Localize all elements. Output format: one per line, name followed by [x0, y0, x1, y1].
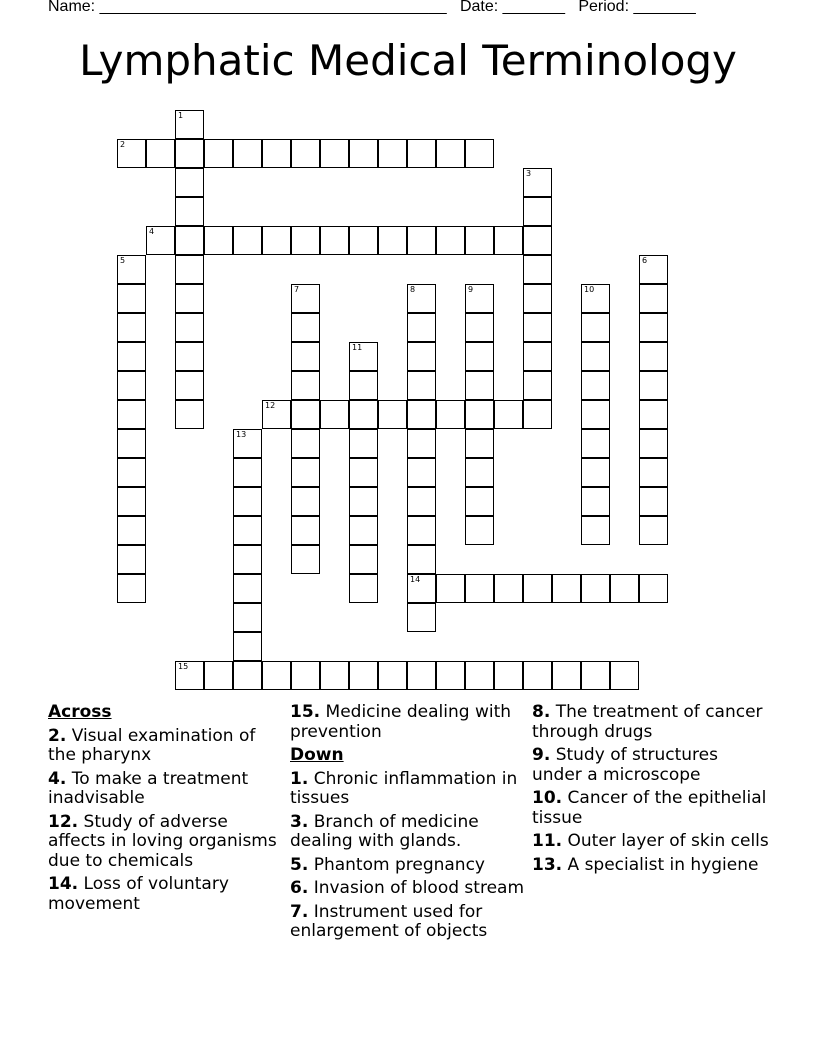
- clue-number: 9: [468, 285, 474, 294]
- crossword-cell[interactable]: [465, 516, 494, 545]
- clue-number: 11: [352, 343, 363, 352]
- crossword-cell[interactable]: [639, 313, 668, 342]
- crossword-cell[interactable]: [407, 574, 436, 603]
- crossword-cell[interactable]: [349, 371, 378, 400]
- crossword-cell[interactable]: [581, 371, 610, 400]
- crossword-cell[interactable]: [175, 371, 204, 400]
- clues-column-1: [48, 703, 278, 918]
- crossword-cell[interactable]: [262, 661, 291, 690]
- crossword-cell[interactable]: [465, 139, 494, 168]
- crossword-cell[interactable]: [494, 226, 523, 255]
- period-blank[interactable]: _______: [633, 0, 696, 15]
- clue-number: 1: [178, 111, 184, 120]
- crossword-cell[interactable]: [378, 400, 407, 429]
- crossword-cell[interactable]: [552, 574, 581, 603]
- across-heading: Across: [48, 702, 112, 722]
- crossword-cell[interactable]: [581, 342, 610, 371]
- crossword-cell[interactable]: [465, 574, 494, 603]
- crossword-cell[interactable]: [407, 458, 436, 487]
- clue-down-10: 10. Cancer of the epithelial tissue: [532, 788, 767, 828]
- crossword-cell[interactable]: [378, 139, 407, 168]
- crossword-cell[interactable]: [552, 661, 581, 690]
- crossword-cell[interactable]: [320, 226, 349, 255]
- clue-number: 7: [294, 285, 300, 294]
- clue-down-6: 6. Invasion of blood stream: [290, 878, 525, 898]
- crossword-cell[interactable]: [407, 371, 436, 400]
- crossword-cell[interactable]: [581, 574, 610, 603]
- crossword-cell[interactable]: [175, 284, 204, 313]
- crossword-cell[interactable]: [175, 139, 204, 168]
- crossword-cell[interactable]: [407, 429, 436, 458]
- crossword-cell[interactable]: [610, 574, 639, 603]
- clue-down-3: 3. Branch of medicine dealing with glands.: [290, 811, 479, 851]
- crossword-cell[interactable]: [117, 313, 146, 342]
- clue-down-11: 11. Outer layer of skin cells: [532, 831, 769, 851]
- crossword-cell[interactable]: [523, 255, 552, 284]
- crossword-cell[interactable]: [291, 139, 320, 168]
- crossword-cell[interactable]: [581, 400, 610, 429]
- crossword-cell[interactable]: [436, 400, 465, 429]
- crossword-cell[interactable]: [175, 400, 204, 429]
- crossword-cell[interactable]: [117, 574, 146, 603]
- crossword-cell[interactable]: [291, 226, 320, 255]
- crossword-cell[interactable]: [407, 139, 436, 168]
- clue-number: 5: [120, 256, 126, 265]
- crossword-cell[interactable]: [117, 458, 146, 487]
- name-label: Name:: [48, 0, 96, 15]
- crossword-cell[interactable]: [175, 342, 204, 371]
- crossword-cell[interactable]: [523, 661, 552, 690]
- crossword-cell[interactable]: [349, 574, 378, 603]
- crossword-cell[interactable]: [204, 139, 233, 168]
- crossword-cell[interactable]: [175, 197, 204, 226]
- clues-column-2: [290, 703, 525, 946]
- crossword-cell[interactable]: [291, 284, 320, 313]
- crossword-cell[interactable]: [233, 603, 262, 632]
- crossword-cell[interactable]: [233, 516, 262, 545]
- crossword-cell[interactable]: [639, 516, 668, 545]
- crossword-cell[interactable]: [262, 139, 291, 168]
- crossword-cell[interactable]: [407, 342, 436, 371]
- crossword-cell[interactable]: [117, 545, 146, 574]
- crossword-cell[interactable]: [175, 226, 204, 255]
- crossword-cell[interactable]: [320, 661, 349, 690]
- crossword-cell[interactable]: [291, 342, 320, 371]
- clue-number: 12: [265, 401, 276, 410]
- crossword-cell[interactable]: [233, 139, 262, 168]
- crossword-cell[interactable]: [204, 661, 233, 690]
- crossword-cell[interactable]: [175, 168, 204, 197]
- crossword-cell[interactable]: [465, 458, 494, 487]
- crossword-cell[interactable]: [436, 139, 465, 168]
- crossword-cell[interactable]: [639, 400, 668, 429]
- crossword-cell[interactable]: [465, 429, 494, 458]
- crossword-cell[interactable]: [407, 284, 436, 313]
- crossword-cell[interactable]: [291, 313, 320, 342]
- crossword-cell[interactable]: [436, 226, 465, 255]
- date-blank[interactable]: _______: [502, 0, 565, 15]
- clue-number: 10: [584, 285, 595, 294]
- crossword-cell[interactable]: [465, 661, 494, 690]
- crossword-cell[interactable]: [407, 487, 436, 516]
- crossword-cell[interactable]: [523, 342, 552, 371]
- crossword-cell[interactable]: [233, 574, 262, 603]
- clue-down-8: 8. The treatment of cancer through drugs: [532, 702, 763, 742]
- crossword-cell[interactable]: [175, 255, 204, 284]
- crossword-cell[interactable]: [465, 371, 494, 400]
- crossword-cell[interactable]: [233, 226, 262, 255]
- crossword-cell[interactable]: [639, 458, 668, 487]
- crossword-cell[interactable]: [291, 487, 320, 516]
- crossword-cell[interactable]: [291, 516, 320, 545]
- crossword-cell[interactable]: [581, 429, 610, 458]
- crossword-cell[interactable]: [639, 342, 668, 371]
- crossword-cell[interactable]: [262, 400, 291, 429]
- crossword-cell[interactable]: [465, 400, 494, 429]
- crossword-cell[interactable]: [639, 429, 668, 458]
- crossword-cell[interactable]: [494, 574, 523, 603]
- clue-number: 13: [236, 430, 247, 439]
- crossword-cell[interactable]: [378, 661, 407, 690]
- crossword-cell[interactable]: [407, 226, 436, 255]
- crossword-cell[interactable]: [349, 545, 378, 574]
- crossword-cell[interactable]: [117, 429, 146, 458]
- crossword-cell[interactable]: [233, 487, 262, 516]
- crossword-cell[interactable]: [523, 313, 552, 342]
- crossword-cell[interactable]: [349, 487, 378, 516]
- crossword-cell[interactable]: [639, 371, 668, 400]
- crossword-cell[interactable]: [117, 371, 146, 400]
- crossword-cell[interactable]: [291, 400, 320, 429]
- crossword-cell[interactable]: [523, 197, 552, 226]
- crossword-cell[interactable]: [117, 342, 146, 371]
- down-heading: Down: [290, 745, 344, 765]
- crossword-cell[interactable]: [465, 284, 494, 313]
- crossword-cell[interactable]: [407, 545, 436, 574]
- crossword-cell[interactable]: [117, 516, 146, 545]
- crossword-cell[interactable]: [175, 661, 204, 690]
- crossword-cell[interactable]: [320, 139, 349, 168]
- crossword-cell[interactable]: [349, 139, 378, 168]
- clues-column-3: [532, 703, 772, 879]
- clue-down-5: 5. Phantom pregnancy: [290, 854, 485, 875]
- crossword-cell[interactable]: [494, 400, 523, 429]
- clue-number: 8: [410, 285, 416, 294]
- crossword-cell[interactable]: [349, 458, 378, 487]
- crossword-cell[interactable]: [581, 284, 610, 313]
- crossword-cell[interactable]: [349, 226, 378, 255]
- crossword-cell[interactable]: [581, 487, 610, 516]
- clue-down-9: 9. Study of structures under a microscope: [532, 745, 718, 785]
- clue-number: 14: [410, 575, 421, 584]
- name-blank[interactable]: _______________________________________: [99, 0, 447, 15]
- crossword-cell[interactable]: [523, 226, 552, 255]
- crossword-cell[interactable]: [581, 661, 610, 690]
- clue-across-15: 15. Medicine dealing with prevention: [290, 702, 512, 742]
- clue-number: 2: [120, 140, 126, 149]
- period-label: Period:: [578, 0, 630, 15]
- crossword-cell[interactable]: [175, 110, 204, 139]
- crossword-cell[interactable]: [581, 516, 610, 545]
- crossword-cell[interactable]: [639, 487, 668, 516]
- crossword-cell[interactable]: [407, 400, 436, 429]
- crossword-cell[interactable]: [320, 400, 349, 429]
- crossword-cell[interactable]: [581, 313, 610, 342]
- crossword-cell[interactable]: [407, 603, 436, 632]
- crossword-cell[interactable]: [349, 429, 378, 458]
- crossword-cell[interactable]: [117, 139, 146, 168]
- clue-down-13: 13. A specialist in hygiene: [532, 854, 759, 875]
- crossword-cell[interactable]: [291, 661, 320, 690]
- crossword-cell[interactable]: [407, 516, 436, 545]
- crossword-cell[interactable]: [204, 226, 233, 255]
- crossword-cell[interactable]: [291, 429, 320, 458]
- crossword-cell[interactable]: [639, 255, 668, 284]
- crossword-cell[interactable]: [146, 226, 175, 255]
- crossword-cell[interactable]: [233, 429, 262, 458]
- crossword-cell[interactable]: [494, 661, 523, 690]
- page-title: Lymphatic Medical Terminology: [79, 36, 737, 85]
- clue-number: 6: [642, 256, 648, 265]
- crossword-cell[interactable]: [262, 226, 291, 255]
- crossword-cell[interactable]: [639, 574, 668, 603]
- crossword-cell[interactable]: [523, 574, 552, 603]
- crossword-cell[interactable]: [291, 371, 320, 400]
- crossword-cell[interactable]: [523, 284, 552, 313]
- crossword-cell[interactable]: [117, 400, 146, 429]
- date-label: Date:: [459, 0, 499, 15]
- crossword-cell[interactable]: [349, 342, 378, 371]
- crossword-cell[interactable]: [581, 458, 610, 487]
- crossword-cell[interactable]: [465, 487, 494, 516]
- crossword-cell[interactable]: [378, 226, 407, 255]
- crossword-cell[interactable]: [523, 371, 552, 400]
- crossword-cell[interactable]: [233, 661, 262, 690]
- clue-across-12: 12. Study of adverse affects in loving organisms due to chemicals: [48, 811, 277, 871]
- clue-down-7: 7. Instrument used for enlargement of objects: [290, 901, 488, 941]
- clue-number: 3: [526, 169, 532, 178]
- crossword-cell[interactable]: [291, 545, 320, 574]
- crossword-cell[interactable]: [117, 284, 146, 313]
- clue-across-4: 4. To make a treatment inadvisable: [48, 768, 249, 808]
- crossword-cell[interactable]: [407, 313, 436, 342]
- crossword-cell[interactable]: [146, 139, 175, 168]
- crossword-cell[interactable]: [436, 661, 465, 690]
- crossword-cell[interactable]: [117, 487, 146, 516]
- crossword-cell[interactable]: [465, 226, 494, 255]
- clue-across-2: 2. Visual examination of the pharynx: [48, 725, 256, 765]
- clue-down-1: 1. Chronic inflammation in tissues: [290, 768, 518, 808]
- clue-number: 4: [149, 227, 155, 236]
- crossword-cell[interactable]: [233, 458, 262, 487]
- crossword-cell[interactable]: [349, 661, 378, 690]
- crossword-cell[interactable]: [465, 313, 494, 342]
- crossword-cell[interactable]: [407, 661, 436, 690]
- crossword-cell[interactable]: [291, 458, 320, 487]
- crossword-cell[interactable]: [523, 168, 552, 197]
- crossword-cell[interactable]: [233, 632, 262, 661]
- crossword-cell[interactable]: [639, 284, 668, 313]
- crossword-cell[interactable]: [465, 342, 494, 371]
- crossword-cell[interactable]: [436, 574, 465, 603]
- crossword-cell[interactable]: [175, 313, 204, 342]
- crossword-cell[interactable]: [349, 400, 378, 429]
- crossword-cell[interactable]: [117, 255, 146, 284]
- crossword-cell[interactable]: [610, 661, 639, 690]
- crossword-cell[interactable]: [233, 545, 262, 574]
- crossword-cell[interactable]: [349, 516, 378, 545]
- crossword-cell[interactable]: [523, 400, 552, 429]
- clue-number: 15: [178, 662, 189, 671]
- clue-across-14: 14. Loss of voluntary movement: [48, 874, 229, 914]
